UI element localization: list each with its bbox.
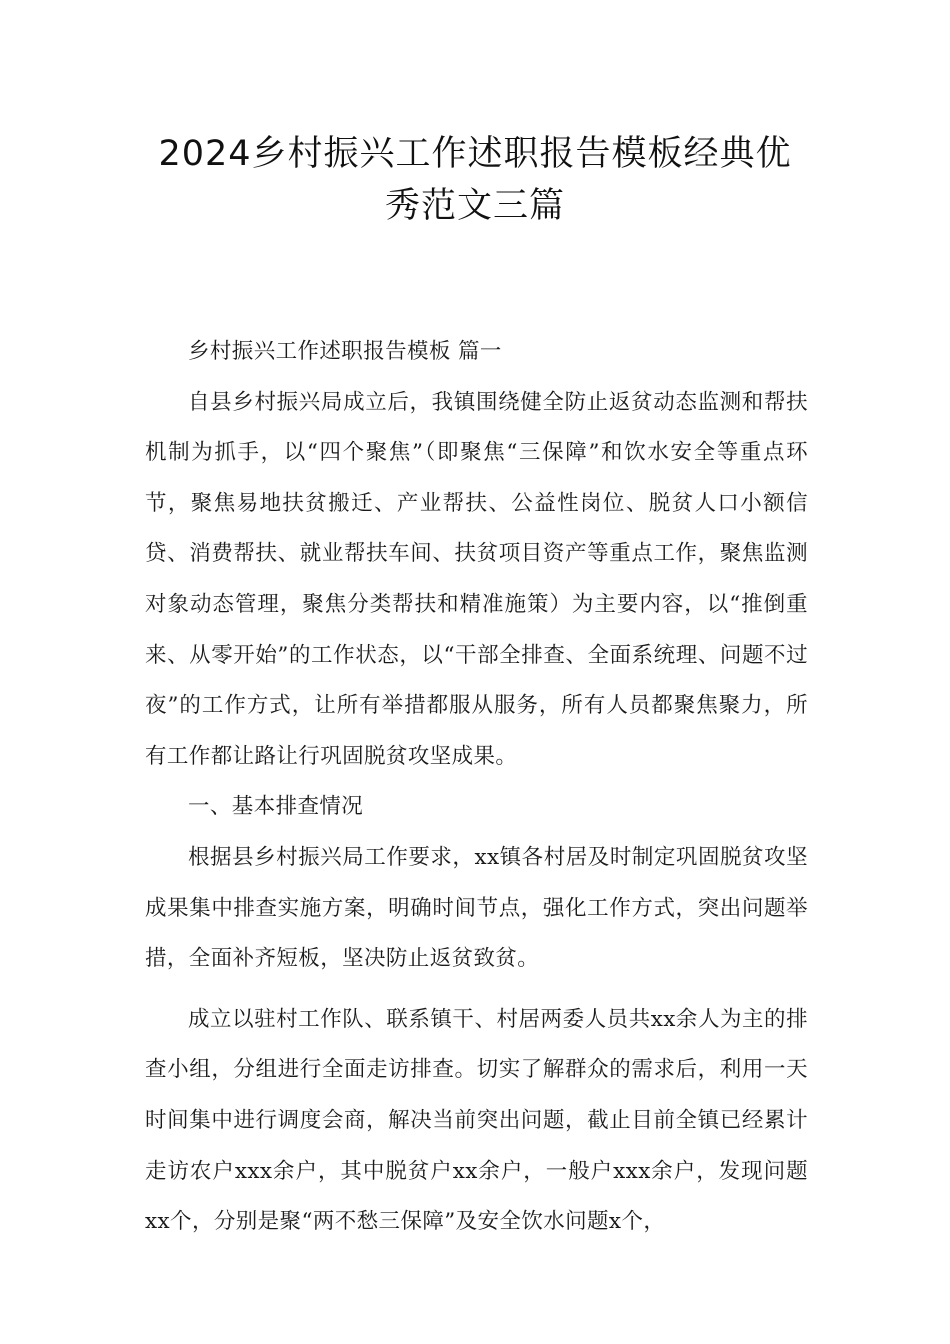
section-heading: 一、基本排查情况	[188, 794, 364, 820]
body-paragraph: 根据县乡村振兴局工作要求，xx镇各村居及时制定巩固脱贫攻坚成果集中排查实施方案，明确时间节点，强化工作方式，突出问题举措，全面补齐短板，坚决防止返贫致贫。	[145, 844, 808, 972]
title-line-1: 2024乡村振兴工作述职报告模板经典优	[158, 134, 792, 174]
section-heading: 乡村振兴工作述职报告模板 篇一	[188, 339, 502, 364]
title-line-2: 秀范文三篇	[384, 186, 565, 226]
body-paragraph: 成立以驻村工作队、联系镇干、村居两委人员共xx余人为主的排查小组，分组进行全面走访排查。切实了解群众的需求后，利用一天时间集中进行调度会商，解决当前突出问题，截止目前全镇已经累计走访农户xxx余户，其中脱贫户xx余户，一般户xxx余户，发现问题xx个，分别是聚“两不愁三保障”及安全饮水问题x个，	[145, 1006, 808, 1235]
document-body	[145, 327, 808, 1248]
body-paragraph: 自县乡村振兴局成立后，我镇围绕健全防止返贫动态监测和帮扶机制为抓手，以“四个聚焦”（即聚焦“三保障”和饮水安全等重点环节，聚焦易地扶贫搬迁、产业帮扶、公益性岗位、脱贫人口小额信贷、消费帮扶、就业帮扶车间、扶贫项目资产等重点工作，聚焦监测对象动态管理，聚焦分类帮扶和精准施策）为主要内容，以“推倒重来、从零开始”的工作状态，以“干部全排查、全面系统理、问题不过夜”的工作方式，让所有举措都服从服务，所有人员都聚焦聚力，所有工作都让路让行巩固脱贫攻坚成果。	[145, 389, 808, 769]
document-title	[100, 128, 850, 232]
